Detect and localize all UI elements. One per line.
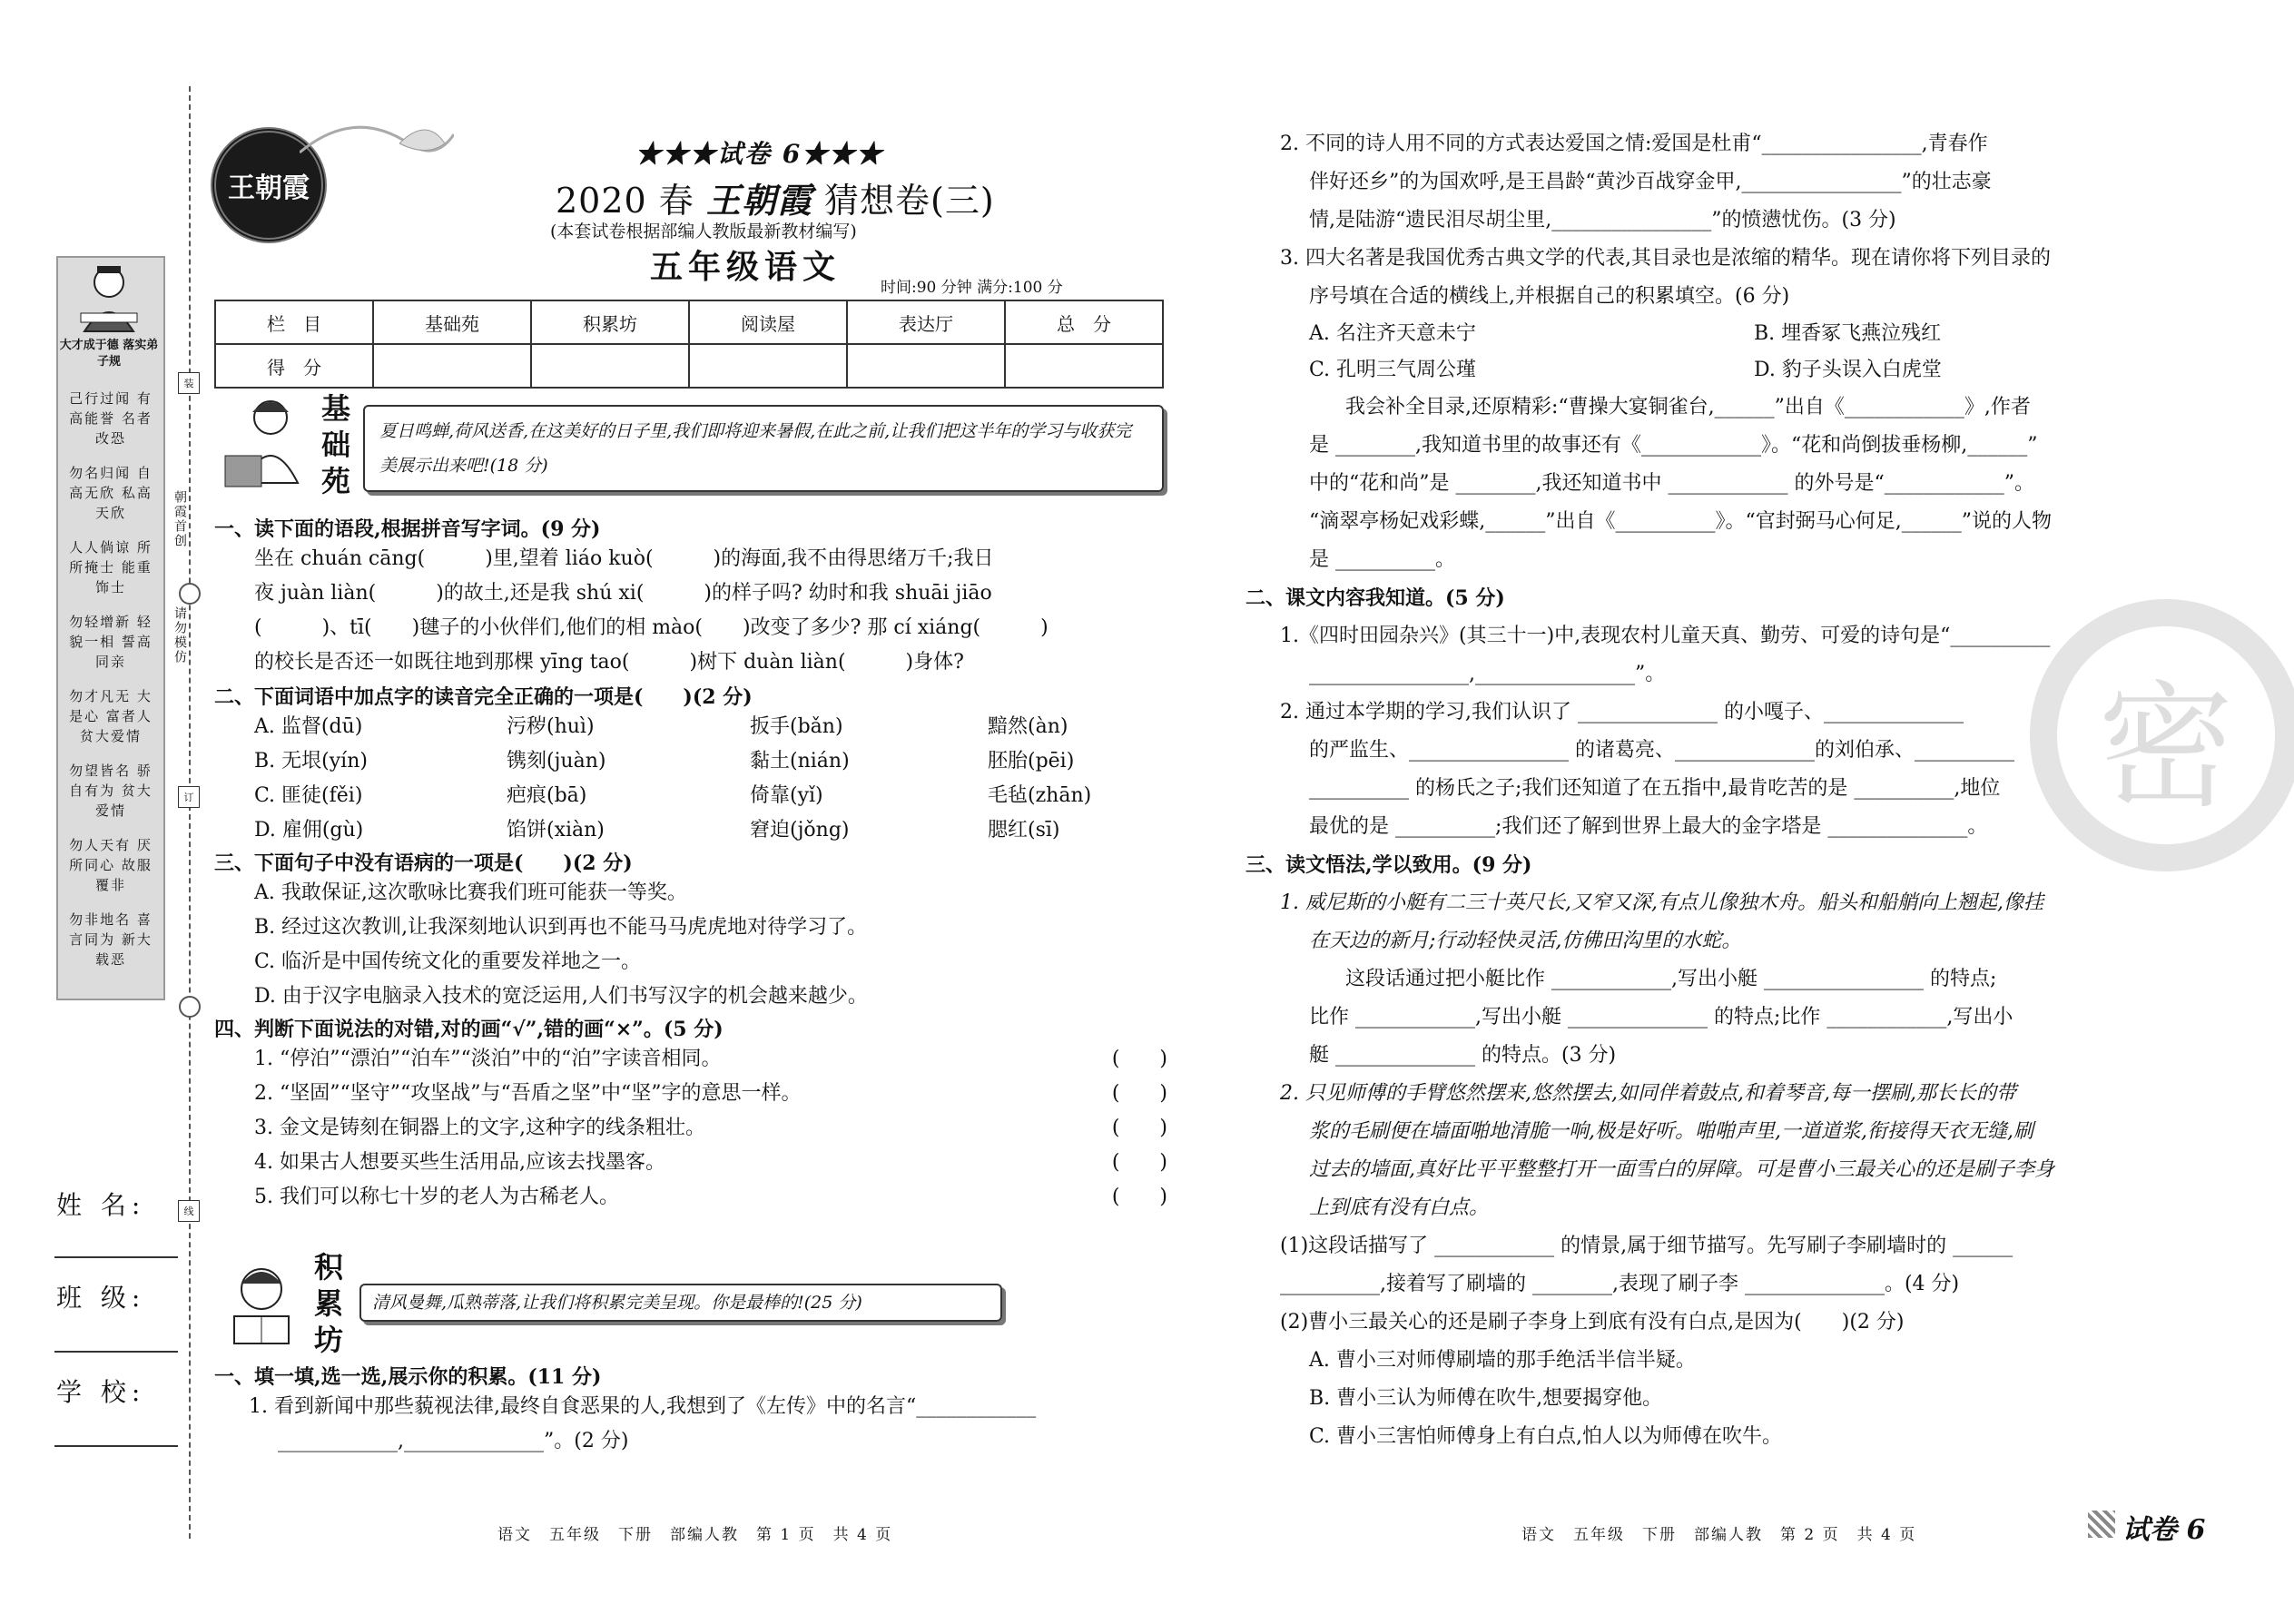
score-table (214, 300, 1164, 389)
scholar-icon (64, 261, 154, 334)
question-line: “滴翠亭杨妃戏彩蝶,______”出自《__________》。“官封弼马心何足,______”说的人物 (1309, 510, 2052, 533)
option: 黯然(àn) (988, 715, 1068, 738)
motto-column: 勿才凡无 大是心 富者人 贫大爱情 (69, 688, 153, 744)
badge-char: 苑 (320, 464, 350, 498)
child-reading-icon (216, 1260, 303, 1351)
option: 黏土(nián) (750, 750, 850, 773)
binding-box: 装 (178, 372, 200, 394)
question-line: __________ 的杨氏之子;我们还知道了在五指中,最肯吃苦的是 __________,地位 (1309, 777, 2001, 800)
option: A. 监督(dū) (254, 715, 363, 738)
question-heading: 三、下面句子中没有语病的一项是( )(2 分) (214, 851, 633, 875)
option: D. 豹子头误入白虎堂 (1754, 359, 1942, 381)
passage-line: 在天边的新月;行动轻快灵活,仿佛田沟里的水蛇。 (1309, 930, 1742, 952)
question-block (214, 514, 1167, 1215)
question-line: 的严监生、________________ 的诸葛亮、______________的刘伯承、__________ (1309, 739, 2014, 762)
binding-box: 订 (178, 786, 200, 808)
paper-tag: ★★★试卷 6★★★ (635, 139, 884, 169)
badge-char: 坊 (313, 1323, 343, 1357)
question-line: 情,是陆游“遗民泪尽胡尘里,________________”的愤懑忧伤。(3 分) (1309, 209, 1896, 231)
time-score: 时间:90 分钟 满分:100 分 (881, 279, 1063, 297)
question-heading: 一、填一填,选一选,展示你的积累。(11 分) (214, 1365, 602, 1389)
badge-char: 积 (313, 1250, 343, 1284)
score-input[interactable] (847, 344, 1005, 388)
option: 倚靠(yǐ) (750, 784, 823, 807)
motto-column: 勿人天有 厌所同心 故服覆非 (69, 837, 153, 893)
table-cell: 积累坊 (531, 300, 689, 344)
judge-item (214, 1111, 1167, 1146)
motto-column: 勿非地名 喜言同为 新大载恶 (69, 911, 153, 968)
option: B. 曹小三认为师傅在吹牛,想要揭穿他。 (1309, 1387, 1663, 1410)
page-footer: 语文 五年级 下册 部编人教 第 1 页 共 4 页 (497, 1526, 893, 1544)
question-line: 2. 不同的诗人用不同的方式表达爱国之情:爱国是杜甫“________________,青春作 (1280, 133, 1988, 155)
section-badge (300, 390, 372, 499)
table-cell: 总 分 (1005, 300, 1163, 344)
name-field[interactable] (54, 1256, 178, 1258)
question-line: 伴好还乡”的为国欢呼,是王昌龄“黄沙百战穿金甲,________________”的壮志豪 (1309, 171, 1992, 193)
question-line: (2)曹小三最关心的还是刷子李身上到底有没有白点,是因为( )(2 分) (1280, 1311, 1905, 1334)
class-label: 班 级: (56, 1283, 146, 1313)
judge-text: 1. “停泊”“漂泊”“泊车”“淡泊”中的“泊”字读音相同。 (254, 1048, 722, 1070)
option: 胚胎(pēi) (988, 750, 1075, 773)
question-line: 我会补全目录,还原精彩:“曹操大宴铜雀台,______”出自《____________》,作者 (1345, 396, 2031, 418)
brand-logo: 王朝霞 (211, 127, 327, 243)
judge-text: 3. 金文是铸刻在铜器上的文字,这种字的线条粗壮。 (254, 1117, 705, 1139)
option: 疤痕(bā) (507, 784, 587, 807)
page-footer: 语文 五年级 下册 部编人教 第 2 页 共 4 页 (1521, 1526, 1917, 1544)
section-intro: 清风曼舞,瓜熟蒂落,让我们将积累完美呈现。你是最棒的!(25 分) (359, 1284, 1002, 1322)
table-row (215, 300, 1163, 344)
question-line: 这段话通过把小艇比作 ____________,写出小艇 ________________ 的特点; (1345, 968, 1997, 990)
table-cell: 阅读屋 (689, 300, 847, 344)
judge-text: 5. 我们可以称七十岁的老人为古稀老人。 (254, 1186, 619, 1208)
table-cell: 表达厅 (847, 300, 1005, 344)
passage-line: 上到底有没有白点。 (1309, 1196, 1490, 1219)
passage-line: 2. 只见师傅的手臂悠然摆来,悠然摆去,如同伴着鼓点,和着琴音,每一摆刷,那长长的带 (1280, 1082, 2016, 1105)
question-line: 3. 四大名著是我国优秀古典文学的代表,其目录也是浓缩的精华。现在请你将下列目录的 (1280, 247, 2051, 270)
question-line: 2. 通过本学期的学习,我们认识了 ______________ 的小嘎子、______________ (1280, 701, 1964, 723)
answer-paren[interactable]: ( ) (1111, 1117, 1167, 1139)
judge-item (214, 1042, 1167, 1077)
option: 镌刻(juàn) (507, 750, 606, 773)
answer-paren[interactable]: ( ) (1111, 1048, 1167, 1070)
option: 馅饼(xiàn) (507, 819, 605, 842)
question-line: (1)这段话描写了 ____________ 的情景,属于细节描写。先写刷子李刷墙时的 ______ (1280, 1235, 2013, 1257)
judge-item (214, 1146, 1167, 1180)
question-line: ____________,______________”。(2 分) (278, 1430, 629, 1452)
question-line: ________________,________________”。 (1309, 663, 1666, 685)
answer-paren[interactable]: ( ) (1111, 1082, 1167, 1105)
option-grid (1245, 316, 2199, 389)
question-line: 中的“花和尚”是 ________,我还知道书中 ____________ 的外号是“____________”。 (1309, 472, 2034, 495)
question-line: 最优的是 __________;我们还了解到世界上最大的金字塔是 ______________。 (1309, 815, 1988, 838)
option: C. 孔明三气周公瑾 (1309, 359, 1477, 381)
answer-paren[interactable]: ( ) (1111, 1151, 1167, 1174)
title-rest: 猜想卷(三) (824, 181, 995, 221)
binding-box: 线 (178, 1200, 200, 1222)
question-block (214, 1362, 1167, 1459)
motto-column: 己行过闻 有高能誉 名者改恐 (69, 390, 153, 447)
title-year: 2020 春 (556, 181, 694, 221)
judge-item (214, 1180, 1167, 1215)
motto-columns (65, 389, 156, 969)
option: 窘迫(jǒng) (750, 819, 850, 842)
option-grid (214, 710, 1167, 848)
judge-text: 4. 如果古人想要买些生活用品,应该去找墨客。 (254, 1151, 665, 1174)
school-label: 学 校: (56, 1377, 146, 1407)
page-title (556, 172, 995, 222)
motto-column: 人人倘谅 所所掩士 能重饰士 (69, 539, 153, 595)
option: D. 雇佣(gù) (254, 819, 364, 842)
class-field[interactable] (54, 1351, 178, 1353)
question-heading: 三、读文悟法,学以致用。(9 分) (1245, 853, 1532, 877)
question-line: 的校长是否还一如既往地到那棵 yīng tao( )树下 duàn liàn( )身体? (254, 651, 964, 674)
table-row (215, 344, 1163, 388)
question-line: 比作 ____________,写出小艇 ______________ 的特点;比作 ____________,写出小 (1309, 1006, 2013, 1029)
question-heading: 四、判断下面说法的对错,对的画“√”,错的画“×”。(5 分) (214, 1018, 724, 1041)
option: A. 曹小三对师傅刷墙的那手绝活半信半疑。 (1309, 1349, 1696, 1372)
table-cell: 基础苑 (373, 300, 531, 344)
name-label: 姓 名: (56, 1190, 146, 1220)
motto-text: 大才成于德 落实弟子规 (59, 339, 159, 369)
option: 污秽(huì) (507, 715, 595, 738)
question-line: 艇 ______________ 的特点。(3 分) (1309, 1044, 1617, 1067)
question-line: 1.《四时田园杂兴》(其三十一)中,表现农村儿童天真、勤劳、可爱的诗句是“__________ (1280, 625, 2051, 647)
score-input[interactable] (373, 344, 531, 388)
question-line: 1. 看到新闻中那些藐视法律,最终自食恶果的人,我想到了《左传》中的名言“____________ (249, 1395, 1037, 1418)
binding-text: 朝霞首创 (172, 490, 187, 548)
question-line: 是 __________。 (1309, 548, 1455, 571)
option: A. 名注齐天意未宁 (1309, 322, 1476, 345)
watermark-seal: 密 (2030, 599, 2294, 871)
binder-hole (179, 583, 201, 605)
option: D. 由于汉字电脑录入技术的宽泛运用,人们书写汉字的机会越来越少。 (254, 985, 868, 1008)
option: A. 我敢保证,这次歌咏比赛我们班可能获一等奖。 (254, 881, 687, 904)
option: C. 临沂是中国传统文化的重要发祥地之一。 (254, 950, 642, 973)
score-input[interactable] (531, 344, 689, 388)
question-line: 夜 juàn liàn( )的故土,还是我 shú xi( )的样子吗? 幼时和我 shuāi jiāo (254, 582, 992, 605)
judge-item (214, 1077, 1167, 1111)
question-line: 是 ________,我知道书里的故事还有《____________》。“花和尚倒拔垂杨柳,______” (1309, 434, 2038, 457)
answer-paren[interactable]: ( ) (1111, 1186, 1167, 1208)
table-cell: 得 分 (215, 344, 373, 388)
option: B. 无垠(yín) (254, 750, 368, 773)
motto-column: 勿轻增新 轻貌一相 誓高同亲 (69, 614, 153, 670)
option: C. 匪徒(fěi) (254, 784, 363, 807)
question-line: 坐在 chuán cāng( )里,望着 liáo kuò( )的海面,我不由得思绪万千;我日 (254, 547, 994, 570)
question-heading: 二、课文内容我知道。(5 分) (1245, 586, 1505, 610)
option: C. 曹小三害怕师傅身上有白点,怕人以为师傅在吹牛。 (1309, 1425, 1783, 1448)
school-field[interactable] (54, 1445, 178, 1447)
section-badge (292, 1249, 365, 1358)
option: B. 经过这次教训,让我深刻地认识到再也不能马马虎虎地对待学习了。 (254, 916, 868, 939)
page-label-pattern (2088, 1511, 2115, 1538)
passage-line: 浆的毛刷便在墙面啪地清脆一响,极是好听。啪啪声里,一道道浆,衔接得天衣无缝,刷 (1309, 1120, 2033, 1143)
option: 扳手(bǎn) (750, 715, 843, 738)
option: 腮红(sī) (988, 819, 1060, 842)
section-intro: 夏日鸣蝉,荷风送香,在这美好的日子里,我们即将迎来暑假,在此之前,让我们把这半年的学习与收获完美展示出来吧!(18 分) (363, 405, 1164, 492)
binder-hole (179, 996, 201, 1018)
option: 毛毡(zhān) (988, 784, 1092, 807)
subtitle: (本套试卷根据部编人教版最新教材编写) (550, 221, 857, 241)
score-input[interactable] (1005, 344, 1163, 388)
question-line: __________,接着写了刷墙的 ________,表现了刷子李 ______________。(4 分) (1280, 1273, 1960, 1295)
option: B. 埋香冢飞燕泣残红 (1754, 322, 1942, 345)
binding-text: 请勿模仿 (172, 606, 187, 664)
motto-column: 勿望皆名 骄自有为 贫大爱情 (69, 763, 153, 819)
title-brand: 王朝霞 (705, 180, 812, 221)
question-line: ( )、tī( )毽子的小伙伴们,他们的相 mào( )改变了多少? 那 cí xiáng( ) (254, 616, 1049, 639)
judge-text: 2. “坚固”“坚守”“攻坚战”与“吾盾之坚”中“坚”字的意思一样。 (254, 1082, 802, 1105)
page-label: 试卷 6 (2122, 1514, 2206, 1546)
motto-column: 勿名归闻 自高无欣 私高天欣 (69, 465, 153, 521)
badge-char: 累 (313, 1286, 343, 1321)
table-cell: 栏 目 (215, 300, 373, 344)
badge-char: 基 (320, 391, 350, 426)
fold-line (189, 86, 191, 1539)
question-line: 序号填在合适的横线上,并根据自己的积累填空。(6 分) (1309, 285, 1790, 308)
question-heading: 二、下面词语中加点字的读音完全正确的一项是( )(2 分) (214, 685, 753, 709)
right-column (1245, 125, 2199, 1456)
ribbon-decoration (300, 116, 454, 171)
badge-char: 础 (320, 428, 350, 462)
score-input[interactable] (689, 344, 847, 388)
passage-line: 1. 威尼斯的小艇有二三十英尺长,又窄又深,有点儿像独木舟。船头和船艄向上翘起,像挂 (1280, 891, 2043, 914)
grade-title: 五年级语文 (650, 248, 842, 286)
passage-line: 过去的墙面,真好比平平整整打开一面雪白的屏障。可是曹小三最关心的还是刷子李身 (1309, 1158, 2054, 1181)
question-heading: 一、读下面的语段,根据拼音写字词。(9 分) (214, 517, 601, 541)
